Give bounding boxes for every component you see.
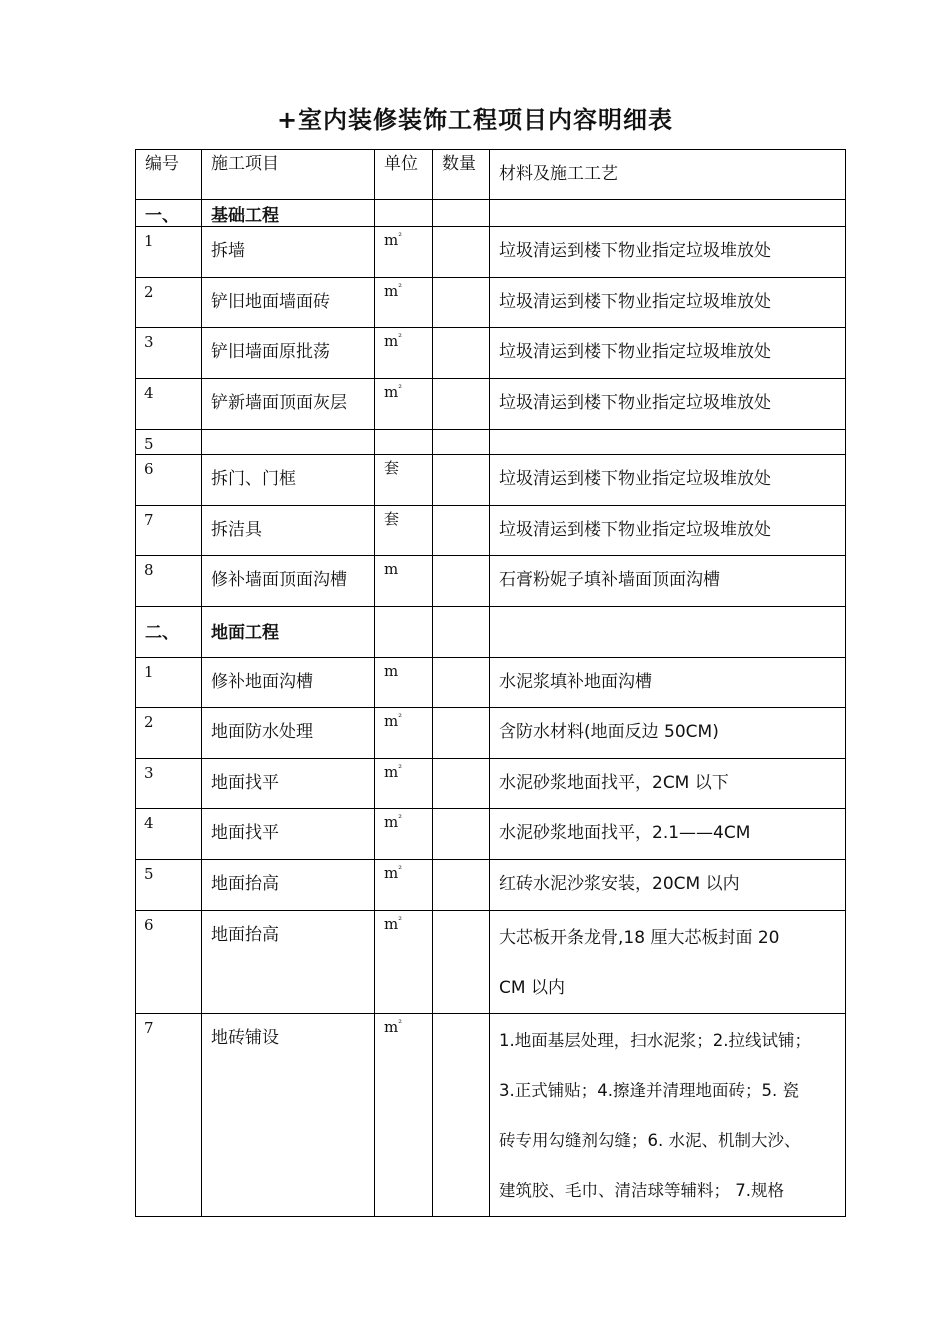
- row-desc: [490, 911, 846, 1014]
- row-unit: m: [375, 556, 433, 607]
- row-no: 1: [136, 227, 202, 278]
- row-item: 地砖铺设: [202, 1014, 375, 1217]
- row-item: 地面抬高: [202, 860, 375, 911]
- row-desc: [490, 1014, 846, 1217]
- row-unit: $m^{^2}$: [375, 278, 433, 328]
- row-desc: 垃圾清运到楼下物业指定垃圾堆放处: [490, 379, 846, 430]
- row-no: 2: [136, 278, 202, 328]
- row-no: 4: [136, 379, 202, 430]
- table-row: [136, 809, 846, 860]
- row-unit: m: [375, 658, 433, 708]
- header-item: 施工项目: [202, 150, 375, 200]
- table-row: [136, 379, 846, 430]
- desc-line: 大芯板开条龙骨,18 厘大芯板封面 20: [499, 928, 780, 949]
- row-desc: 垃圾清运到楼下物业指定垃圾堆放处: [490, 328, 846, 379]
- row-item: 铲旧地面墙面砖: [202, 278, 375, 328]
- row-unit: [375, 430, 433, 455]
- row-unit: 套: [375, 506, 433, 556]
- row-desc: 垃圾清运到楼下物业指定垃圾堆放处: [490, 278, 846, 328]
- section-no: 一、: [136, 200, 202, 227]
- row-desc: 垃圾清运到楼下物业指定垃圾堆放处: [490, 227, 846, 278]
- row-desc: [490, 430, 846, 455]
- row-no: 6: [136, 911, 202, 1014]
- header-unit: 单位: [375, 150, 433, 200]
- row-unit: $m^{^2}$: [375, 759, 433, 809]
- row-unit: $m^{^2}$: [375, 860, 433, 911]
- row-qty: [433, 506, 490, 556]
- row-desc: 水泥砂浆地面找平，2.1——4CM: [490, 809, 846, 860]
- row-desc: 石膏粉妮子填补墙面顶面沟槽: [490, 556, 846, 607]
- row-qty: [433, 328, 490, 379]
- row-no: 7: [136, 506, 202, 556]
- row-qty: [433, 1014, 490, 1217]
- row-qty: [433, 759, 490, 809]
- row-item: 拆墙: [202, 227, 375, 278]
- row-qty: [433, 455, 490, 506]
- header-desc: 材料及施工工艺: [490, 150, 846, 200]
- table-row: [136, 708, 846, 759]
- row-no: 3: [136, 759, 202, 809]
- row-unit: 套: [375, 455, 433, 506]
- row-unit: $m^{^2}$: [375, 1014, 433, 1217]
- row-qty: [433, 809, 490, 860]
- row-no: 3: [136, 328, 202, 379]
- row-unit: $m^{^2}$: [375, 708, 433, 759]
- row-qty: [433, 278, 490, 328]
- desc-line: 建筑胶、毛巾、清洁球等辅料； 7.规格: [499, 1181, 784, 1201]
- table-row: [136, 556, 846, 607]
- row-qty: [433, 658, 490, 708]
- row-desc: 垃圾清运到楼下物业指定垃圾堆放处: [490, 455, 846, 506]
- row-no: 4: [136, 809, 202, 860]
- table-row: [136, 227, 846, 278]
- row-item: 地面防水处理: [202, 708, 375, 759]
- row-desc: 水泥浆填补地面沟槽: [490, 658, 846, 708]
- section-row: [136, 607, 846, 658]
- table-row: [136, 658, 846, 708]
- row-qty: [433, 379, 490, 430]
- row-item: 拆门、门框: [202, 455, 375, 506]
- row-qty: [433, 860, 490, 911]
- desc-line: 1.地面基层处理，扫水泥浆；2.拉线试铺；: [499, 1031, 811, 1051]
- table-row: [136, 455, 846, 506]
- row-item: 铲旧墙面原批荡: [202, 328, 375, 379]
- row-no: 5: [136, 430, 202, 455]
- desc-line: 砖专用勾缝剂勾缝；6. 水泥、机制大沙、: [499, 1131, 801, 1151]
- row-qty: [433, 556, 490, 607]
- row-item: [202, 430, 375, 455]
- row-no: 1: [136, 658, 202, 708]
- table-row: [136, 278, 846, 328]
- row-no: 8: [136, 556, 202, 607]
- row-item: 地面找平: [202, 809, 375, 860]
- row-unit: $m^{^2}$: [375, 227, 433, 278]
- section-no: 二、: [136, 607, 202, 658]
- header-row: [136, 150, 846, 200]
- table-row: [136, 328, 846, 379]
- row-no: 6: [136, 455, 202, 506]
- section-name: 地面工程: [202, 607, 375, 658]
- row-item: 地面找平: [202, 759, 375, 809]
- row-qty: [433, 430, 490, 455]
- header-qty: 数量: [433, 150, 490, 200]
- header-no: 编号: [136, 150, 202, 200]
- row-desc: 含防水材料(地面反边 50CM): [490, 708, 846, 759]
- row-item: 修补墙面顶面沟槽: [202, 556, 375, 607]
- row-unit: $m^{^2}$: [375, 809, 433, 860]
- row-desc: 红砖水泥沙浆安装，20CM 以内: [490, 860, 846, 911]
- row-desc: 水泥砂浆地面找平，2CM 以下: [490, 759, 846, 809]
- table-row: [136, 506, 846, 556]
- row-no: 2: [136, 708, 202, 759]
- row-no: 7: [136, 1014, 202, 1217]
- row-item: 修补地面沟槽: [202, 658, 375, 708]
- table-row: [136, 860, 846, 911]
- page-title: +室内装修装饰工程项目内容明细表: [276, 106, 674, 134]
- section-row: [136, 200, 846, 227]
- desc-line: 3.正式铺贴；4.擦逢并清理地面砖；5. 瓷: [499, 1081, 799, 1101]
- row-unit: $m^{^2}$: [375, 911, 433, 1014]
- table-row: [136, 1014, 846, 1217]
- row-unit: $m^{^2}$: [375, 379, 433, 430]
- row-desc: 垃圾清运到楼下物业指定垃圾堆放处: [490, 506, 846, 556]
- row-qty: [433, 708, 490, 759]
- row-item: 地面抬高: [202, 911, 375, 1014]
- table-row: [136, 759, 846, 809]
- section-name: 基础工程: [202, 200, 375, 227]
- desc-line: CM 以内: [499, 978, 565, 999]
- row-item: 铲新墙面顶面灰层: [202, 379, 375, 430]
- row-qty: [433, 227, 490, 278]
- row-item: 拆洁具: [202, 506, 375, 556]
- row-qty: [433, 911, 490, 1014]
- detail-table: [135, 149, 846, 1217]
- row-unit: $m^{^2}$: [375, 328, 433, 379]
- table-row: [136, 430, 846, 455]
- table-row: [136, 911, 846, 1014]
- row-no: 5: [136, 860, 202, 911]
